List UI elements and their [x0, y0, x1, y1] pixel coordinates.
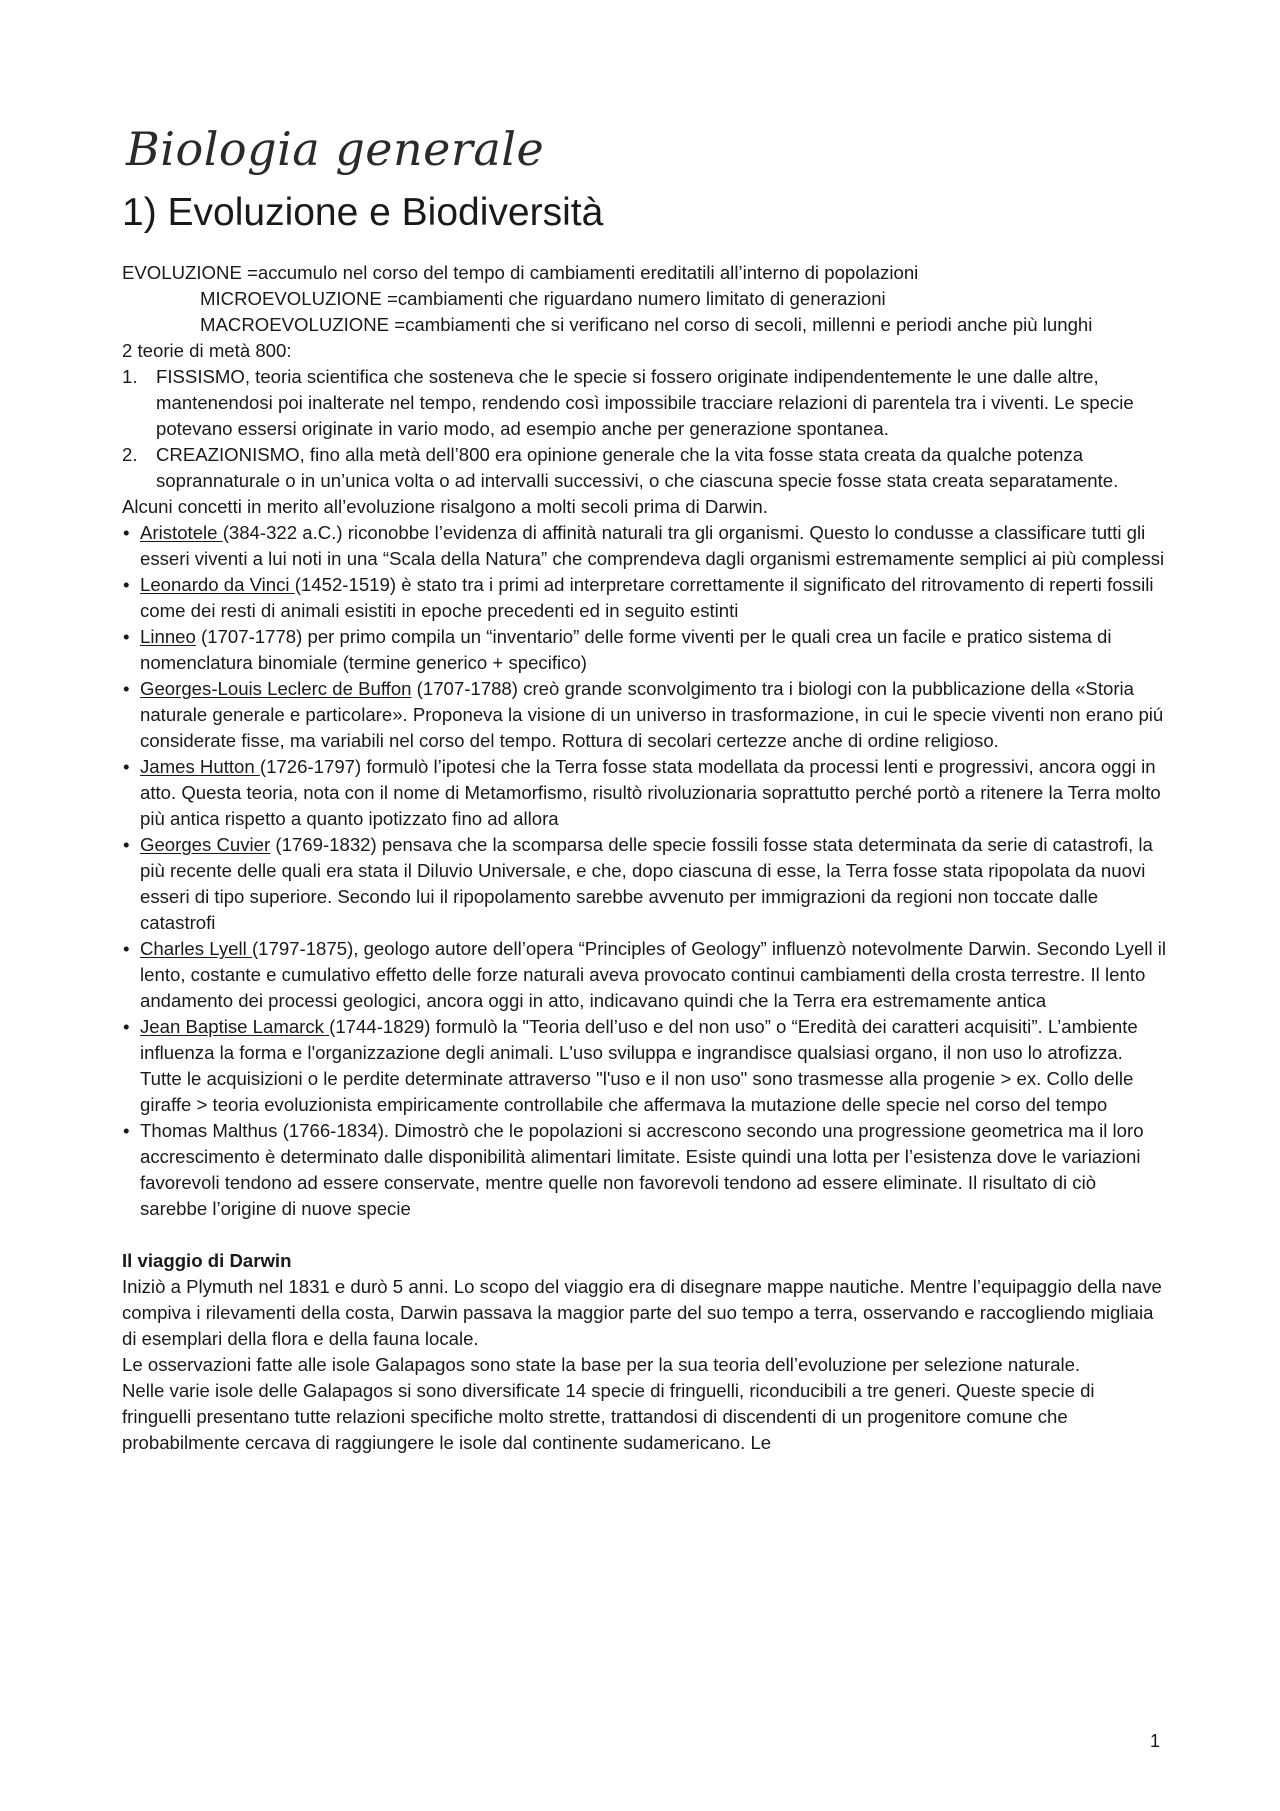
concetti-intro: Alcuni concetti in merito all’evoluzione risalgono a molti secoli prima di Darwin. — [122, 496, 768, 517]
list-item — [122, 442, 1167, 494]
def-evoluzione: EVOLUZIONE =accumulo nel corso del tempo di cambiamenti ereditatili all’interno di popolazioni — [122, 262, 919, 283]
bullet-icon: • — [123, 522, 130, 543]
list-item — [122, 832, 1167, 936]
person-name: Georges-Louis Leclerc de Buffon — [140, 678, 412, 699]
script-title: Biologia generale — [126, 122, 545, 176]
page-number: 1 — [1150, 1731, 1161, 1751]
list-item — [122, 936, 1167, 1014]
def-macroevoluzione: MACROEVOLUZIONE =cambiamenti che si verificano nel corso di secoli, millenni e periodi anche più lunghi — [200, 314, 1093, 335]
list-item — [122, 1118, 1167, 1222]
person-name: Aristotele — [140, 522, 223, 543]
teorie-list — [122, 364, 1167, 494]
person-name: Georges Cuvier — [140, 834, 271, 855]
list-item — [122, 520, 1167, 572]
teorie-intro: 2 teorie di metà 800: — [122, 340, 292, 361]
paragraph: Le osservazioni fatte alle isole Galapagos sono state la base per la sua teoria dell’evoluzione per selezione naturale. — [122, 1354, 1081, 1375]
chapter-title: 1) Evoluzione e Biodiversità — [122, 191, 604, 234]
bullet-icon: • — [123, 1016, 130, 1037]
list-item-text: (1769-1832) pensava che la scomparsa delle specie fossili fosse stata determinata da serie di catastrofi, la più recente delle quali era stata il Diluvio Universale, e che, dopo ciascuna di esse, la Terra fosse stata ripopolata da nuovi esseri di tipo superiore. Secondo lui il ripopolamento sarebbe avvenuto per immigrazioni da regioni non toccate dalle catastrofi — [140, 834, 1153, 933]
person-name: Charles Lyell — [140, 938, 252, 959]
list-number: 1. — [122, 366, 138, 387]
list-item-text: (1707-1778) per primo compila un “inventario” delle forme viventi per le quali crea un facile e pratico sistema di nomenclatura binomiale (termine generico + specifico) — [140, 626, 1112, 673]
page-content — [122, 118, 1167, 1456]
person-name: Leonardo da Vinci — [140, 574, 295, 595]
paragraph: Iniziò a Plymuth nel 1831 e durò 5 anni. Lo scopo del viaggio era di disegnare mappe nautiche. Mentre l’equipaggio della nave compiva i rilevamenti della costa, Darwin passava la maggior parte del suo tempo a terra, osservando e raccogliendo migliaia di esemplari della flora e della fauna locale. — [122, 1276, 1162, 1349]
list-item-text: FISSISMO, teoria scientifica che sosteneva che le specie si fossero originate indipendentemente le une dalle altre, mantenendosi poi inalterate nel tempo, rendendo così impossibile tracciare relazioni di parentela tra i viventi. Le specie potevano essersi originate in vario modo, ad esempio anche per generazione spontanea. — [156, 366, 1134, 439]
body-text — [122, 260, 1167, 1456]
list-item-text: (1744-1829) formulò la "Teoria dell’uso e del non uso” o “Eredità dei caratteri acquisiti”. L’ambiente influenza la forma e l'organizzazione degli animali. L'uso sviluppa e ingrandisce qualsiasi organo, il non uso lo atrofizza. Tutte le acquisizioni o le perdite determinate attraverso "l'uso e il non uso" sono trasmesse alla progenie > ex. Collo delle giraffe > teoria evoluzionista empiricamente controllabile che affermava la mutazione delle specie nel corso del tempo — [140, 1016, 1138, 1115]
bullet-icon: • — [123, 756, 130, 777]
bullet-icon: • — [123, 1120, 130, 1141]
list-item-text: Thomas Malthus (1766-1834). Dimostrò che le popolazioni si accrescono secondo una progressione geometrica ma il loro accrescimento è determinato dalle disponibilità alimentari limitate. Esiste quindi una lotta per l’esistenza dove le variazioni favorevoli tendono ad essere conservate, mentre quelle non favorevoli tendono ad essere eliminate. Il risultato di ciò sarebbe l’origine di nuove specie — [140, 1120, 1144, 1219]
list-item — [122, 754, 1167, 832]
def-microevoluzione: MICROEVOLUZIONE =cambiamenti che riguardano numero limitato di generazioni — [200, 288, 886, 309]
concetti-list — [122, 520, 1167, 1222]
bullet-icon: • — [123, 574, 130, 595]
bullet-icon: • — [123, 938, 130, 959]
list-item-text: CREAZIONISMO, fino alla metà dell’800 era opinione generale che la vita fosse stata creata da qualche potenza soprannaturale o in un’unica volta o ad intervalli successivi, o che ciascuna specie fosse stata creata separatamente. — [156, 444, 1119, 491]
list-number: 2. — [122, 444, 138, 465]
list-item — [122, 676, 1167, 754]
bullet-icon: • — [123, 678, 130, 699]
person-name: Jean Baptise Lamarck — [140, 1016, 330, 1037]
list-item — [122, 1014, 1167, 1118]
list-item-text: (384-322 a.C.) riconobbe l’evidenza di affinità naturali tra gli organismi. Questo lo condusse a classificare tutti gli esseri viventi a lui noti in una “Scala della Natura” che comprendeva dagli organismi estremamente semplici ai più complessi — [140, 522, 1165, 569]
bullet-icon: • — [123, 834, 130, 855]
list-item-text: (1726-1797) formulò l’ipotesi che la Terra fosse stata modellata da processi lenti e progressivi, ancora oggi in atto. Questa teoria, nota con il nome di Metamorfismo, risultò rivoluzionaria soprattutto perché portò a ritenere la Terra molto più antica rispetto a quanto ipotizzato fino ad allora — [140, 756, 1161, 829]
paragraph: Nelle varie isole delle Galapagos si sono diversificate 14 specie di fringuelli, riconducibili a tre generi. Queste specie di fringuelli presentano tutte relazioni specifiche molto strette, trattandosi di discendenti di un progenitore comune che probabilmente cercava di raggiungere le isole dal continente sudamericano. Le — [122, 1380, 1095, 1453]
list-item-text: (1797-1875), geologo autore dell’opera “Principles of Geology” influenzò notevolmente Darwin. Secondo Lyell il lento, costante e cumulativo effetto delle forze naturali aveva provocato continui cambiamenti della crosta terrestre. Il lento andamento dei processi geologici, ancora oggi in atto, indicavano quindi che la Terra era estremamente antica — [140, 938, 1166, 1011]
list-item — [122, 364, 1167, 442]
list-item — [122, 572, 1167, 624]
person-name: Linneo — [140, 626, 196, 647]
list-item-text: (1707-1788) creò grande sconvolgimento tra i biologi con la pubblicazione della «Storia naturale generale e particolare». Proponeva la visione di un universo in trasformazione, in cui le specie viventi non erano piú considerate fisse, ma variabili nel corso del tempo. Rottura di secolari certezze anche di ordine religioso. — [140, 678, 1164, 751]
list-item-text: (1452-1519) è stato tra i primi ad interpretare correttamente il significato del ritrovamento di reperti fossili come dei resti di animali esistiti in epoche precedenti ed in seguito estinti — [140, 574, 1154, 621]
bullet-icon: • — [123, 626, 130, 647]
list-item — [122, 624, 1167, 676]
section-title: Il viaggio di Darwin — [122, 1250, 292, 1271]
person-name: James Hutton — [140, 756, 260, 777]
